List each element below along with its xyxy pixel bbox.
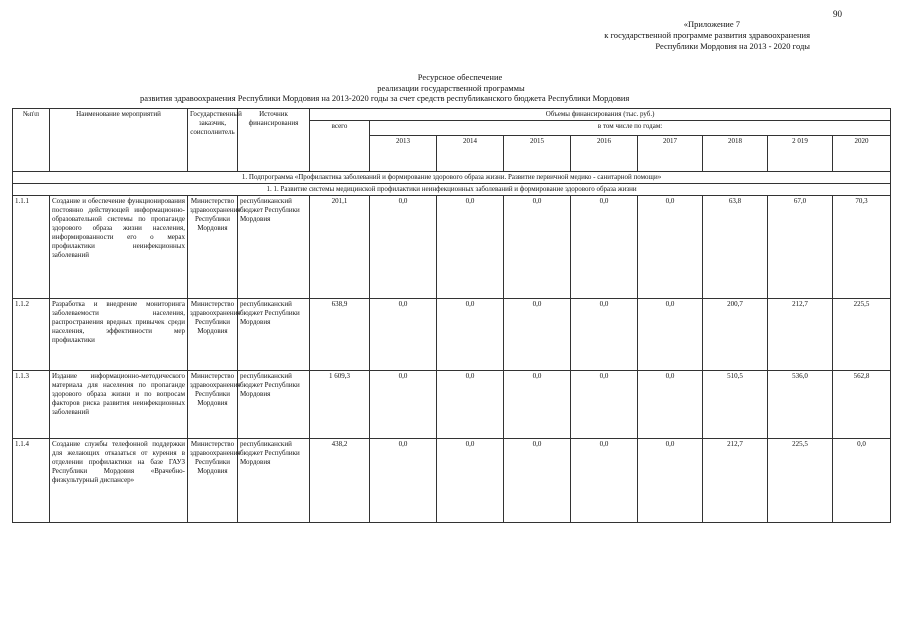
table-row — [13, 196, 891, 299]
table-row — [13, 439, 891, 523]
row-customer: Министерство здравоохранения Республики Мордовия — [188, 299, 238, 371]
row-year-value: 0,0 — [571, 371, 638, 439]
row-total: 438,2 — [310, 439, 370, 523]
row-year-value: 0,0 — [370, 196, 437, 299]
header-year: 2020 — [833, 136, 891, 172]
title-line-3: развития здравоохранения Республики Мордовия на 2013-2020 годы за счет средств республиканского бюджета Республики Мордовия — [140, 93, 630, 103]
page-number: 90 — [833, 9, 842, 19]
document-title — [12, 72, 890, 104]
table-row — [13, 371, 891, 439]
row-source: республиканский бюджет Республики Мордовия — [238, 371, 310, 439]
row-year-value: 0,0 — [571, 439, 638, 523]
appendix-line-1: «Приложение 7 — [683, 19, 740, 29]
subprogram-title: 1. Подпрограмма «Профилактика заболеваний и формирование здорового образа жизни. Развитие первичной медико - санитарной помощи» — [13, 172, 891, 184]
appendix-header — [604, 19, 810, 52]
subprogram-row — [13, 172, 891, 184]
row-year-value: 0,0 — [370, 299, 437, 371]
row-name: Разработка и внедрение мониторинга заболеваемости населения, распространения вредных привычек среди населения, эффективности мер профилактики — [50, 299, 188, 371]
row-year-value: 225,5 — [768, 439, 833, 523]
section-title: 1. 1. Развитие системы медицинской профилактики неинфекционных заболеваний и формирование здорового образа жизни — [13, 184, 891, 196]
row-year-value: 0,0 — [571, 196, 638, 299]
header-year: 2016 — [571, 136, 638, 172]
row-customer: Министерство здравоохранения Республики Мордовия — [188, 439, 238, 523]
row-source: республиканский бюджет Республики Мордовия — [238, 299, 310, 371]
title-line-1: Ресурсное обеспечение — [417, 72, 503, 82]
row-name: Создание службы телефонной поддержки для желающих отказаться от курения в отделении профилактики на базе ГАУЗ Республики Мордовия «Врачебно-физкультурный диспансер» — [50, 439, 188, 523]
row-source: республиканский бюджет Республики Мордовия — [238, 439, 310, 523]
row-num: 1.1.2 — [13, 299, 50, 371]
row-year-value: 0,0 — [504, 299, 571, 371]
table-row — [13, 299, 891, 371]
header-total: всего — [310, 121, 370, 172]
row-year-value: 67,0 — [768, 196, 833, 299]
row-year-value: 510,5 — [703, 371, 768, 439]
row-year-value: 0,0 — [437, 371, 504, 439]
row-source: республиканский бюджет Республики Мордовия — [238, 196, 310, 299]
title-line-2: реализации государственной программы — [377, 82, 525, 93]
row-year-value: 562,8 — [833, 371, 891, 439]
header-source: Источник финансирования — [238, 109, 310, 172]
header-year: 2 019 — [768, 136, 833, 172]
row-year-value: 0,0 — [638, 196, 703, 299]
appendix-line-3: Республики Мордовия на 2013 - 2020 годы — [655, 41, 810, 51]
row-year-value: 0,0 — [504, 371, 571, 439]
row-customer: Министерство здравоохранения Республики Мордовия — [188, 371, 238, 439]
row-name: Издание информационно-методического материала для населения по пропаганде здорового образа жизни и по вопросам факторов риска развития неинфекционных заболеваний — [50, 371, 188, 439]
row-year-value: 0,0 — [638, 371, 703, 439]
row-year-value: 0,0 — [437, 299, 504, 371]
row-year-value: 0,0 — [833, 439, 891, 523]
header-name: Наименование мероприятий — [50, 109, 188, 172]
header-year: 2013 — [370, 136, 437, 172]
section-row — [13, 184, 891, 196]
row-year-value: 0,0 — [504, 439, 571, 523]
header-by-year: в том числе по годам: — [370, 121, 891, 136]
row-total: 1 609,3 — [310, 371, 370, 439]
row-year-value: 200,7 — [703, 299, 768, 371]
row-year-value: 212,7 — [768, 299, 833, 371]
header-customer: Государственный заказчик, соисполнитель — [188, 109, 238, 172]
row-year-value: 212,7 — [703, 439, 768, 523]
row-year-value: 0,0 — [638, 299, 703, 371]
row-num: 1.1.1 — [13, 196, 50, 299]
financing-table — [12, 108, 891, 523]
row-year-value: 0,0 — [437, 196, 504, 299]
row-year-value: 225,5 — [833, 299, 891, 371]
row-year-value: 0,0 — [370, 371, 437, 439]
row-year-value: 63,8 — [703, 196, 768, 299]
header-year: 2014 — [437, 136, 504, 172]
appendix-line-2: к государственной программе развития здравоохранения — [604, 30, 810, 40]
row-num: 1.1.3 — [13, 371, 50, 439]
row-customer: Министерство здравоохранения Республики Мордовия — [188, 196, 238, 299]
header-num: №п\п — [13, 109, 50, 172]
row-total: 638,9 — [310, 299, 370, 371]
header-year: 2018 — [703, 136, 768, 172]
row-year-value: 0,0 — [638, 439, 703, 523]
row-year-value: 0,0 — [571, 299, 638, 371]
header-volumes: Объемы финансирования (тыс. руб.) — [310, 109, 891, 121]
header-year: 2015 — [504, 136, 571, 172]
header-year: 2017 — [638, 136, 703, 172]
row-name: Создание и обеспечение функционирования постоянно действующей информационно-образовательной системы по пропаганде здорового образа жизни населения, информированности его о мерах профилактики неинфекционных заболеваний — [50, 196, 188, 299]
row-total: 201,1 — [310, 196, 370, 299]
row-year-value: 536,0 — [768, 371, 833, 439]
row-year-value: 0,0 — [437, 439, 504, 523]
row-year-value: 0,0 — [504, 196, 571, 299]
row-year-value: 70,3 — [833, 196, 891, 299]
row-year-value: 0,0 — [370, 439, 437, 523]
row-num: 1.1.4 — [13, 439, 50, 523]
